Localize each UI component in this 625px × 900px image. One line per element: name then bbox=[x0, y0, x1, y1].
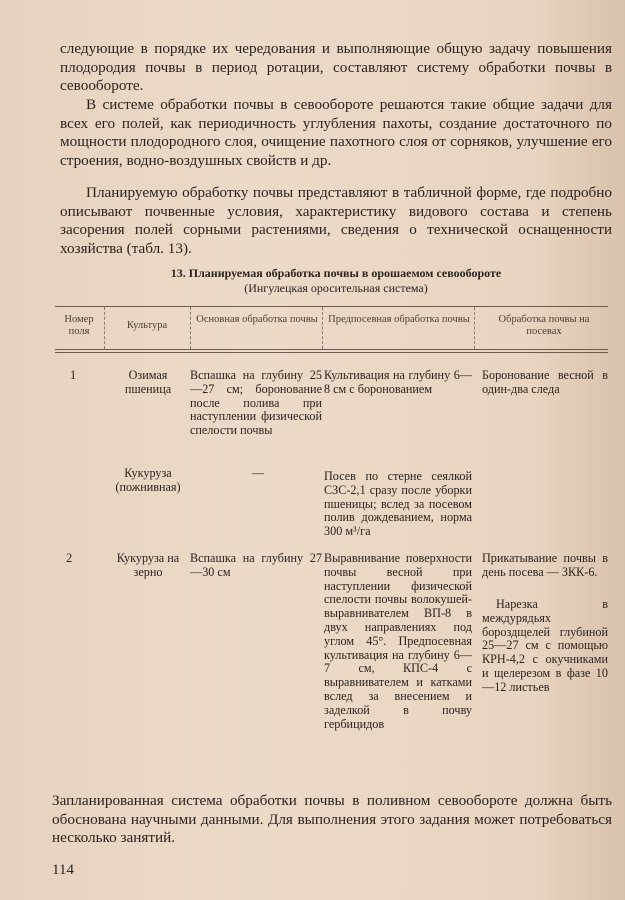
header-main-tillage: Основная обработка почвы bbox=[196, 314, 318, 325]
row1b-crop: Кукуруза (пожнивная) bbox=[115, 466, 181, 494]
row2-main-tillage: Вспашка на глубину 27—30 см bbox=[190, 551, 322, 579]
row2-crop: Кукуруза на зерно bbox=[116, 551, 180, 579]
column-divider bbox=[104, 307, 105, 349]
paragraph-1: следующие в порядке их чередования и выполняющие общую задачу повышения плодородия почвы в период ротации, составляют систему обработки почвы в севообороте. bbox=[60, 40, 612, 95]
column-divider bbox=[474, 307, 475, 349]
header-crops-care: Обработка почвы на посевах bbox=[498, 314, 590, 337]
header-field-no: Номер поля bbox=[64, 314, 94, 337]
paragraph-2: В системе обработки почвы в севообороте решаются такие общие задачи для всех его полей, как периодичность углубления пахоты, создание достаточного по мощности плодородного слоя, очищение пахотного слоя от сорняков, улучшение его строения, водно-воздушных свойств и др. bbox=[60, 96, 612, 169]
table-title: 13. Планируемая обработка почвы в орошаемом севообороте bbox=[170, 266, 502, 280]
row1-presowing: Культивация на глубину 6—8 см с боронованием bbox=[324, 368, 472, 396]
row1b-presowing: Посев по стерне сеялкой СЗС-2,1 сразу после уборки пшеницы; вслед за посевом полив дождеванием, норма 300 м³/га bbox=[324, 469, 472, 539]
row2-presowing: Выравнивание поверхности почвы весной при наступлении физической спелости почвы волокушей-выравнивателем ВП-8 в двух направлениях под углом 45°. Предпосевная культивация на глубину 6—7 см, КПС-4 с выравнивателем и катками вслед за внесением и заделкой в почву гербицидов bbox=[324, 551, 472, 731]
row2-crops-care-2: Нарезка в междурядьях бороздщелей глубиной 25—27 см с помощью КРН-4,2 с окучниками и щелерезом в фазе 10—12 листьев bbox=[482, 597, 608, 694]
row2-field-no: 2 bbox=[66, 551, 73, 565]
paragraph-3: Планируемую обработку почвы представляют в табличной форме, где подробно описывают почвенные условия, характеристику видового состава и степень засорения полей сорными растениями, сведения о технической оснащенности хозяйства (табл. 13). bbox=[60, 184, 612, 257]
column-divider bbox=[322, 307, 323, 349]
page-number: 114 bbox=[52, 862, 74, 878]
table-subtitle: (Ингулецкая оросительная система) bbox=[244, 281, 428, 295]
header-presowing: Предпосевная обработка почвы bbox=[328, 314, 470, 325]
column-divider bbox=[190, 307, 191, 349]
paragraph-4: Запланированная система обработки почвы в поливном севообороте должна быть обоснована научными данными. Для выполнения этого задания может потребоваться несколько занятий. bbox=[52, 792, 612, 847]
header-crop: Культура bbox=[126, 320, 168, 331]
table-caption bbox=[60, 266, 612, 296]
row1-crop: Озимая пшеница bbox=[124, 368, 172, 396]
table-header-rule-2 bbox=[55, 352, 608, 353]
table-header-rule bbox=[55, 349, 608, 350]
table-top-rule bbox=[55, 306, 608, 307]
row1-main-tillage: Вспашка на глубину 25—27 см; боронование после полива при наступлении физической спелости почвы bbox=[190, 368, 322, 438]
row1b-main-tillage: — bbox=[251, 466, 265, 480]
row1-field-no: 1 bbox=[70, 368, 77, 382]
row2-crops-care-1: Прикатывание почвы в день посева — ЗКК-6. bbox=[482, 551, 608, 579]
row1-crops-care: Боронование весной в один-два следа bbox=[482, 368, 608, 396]
